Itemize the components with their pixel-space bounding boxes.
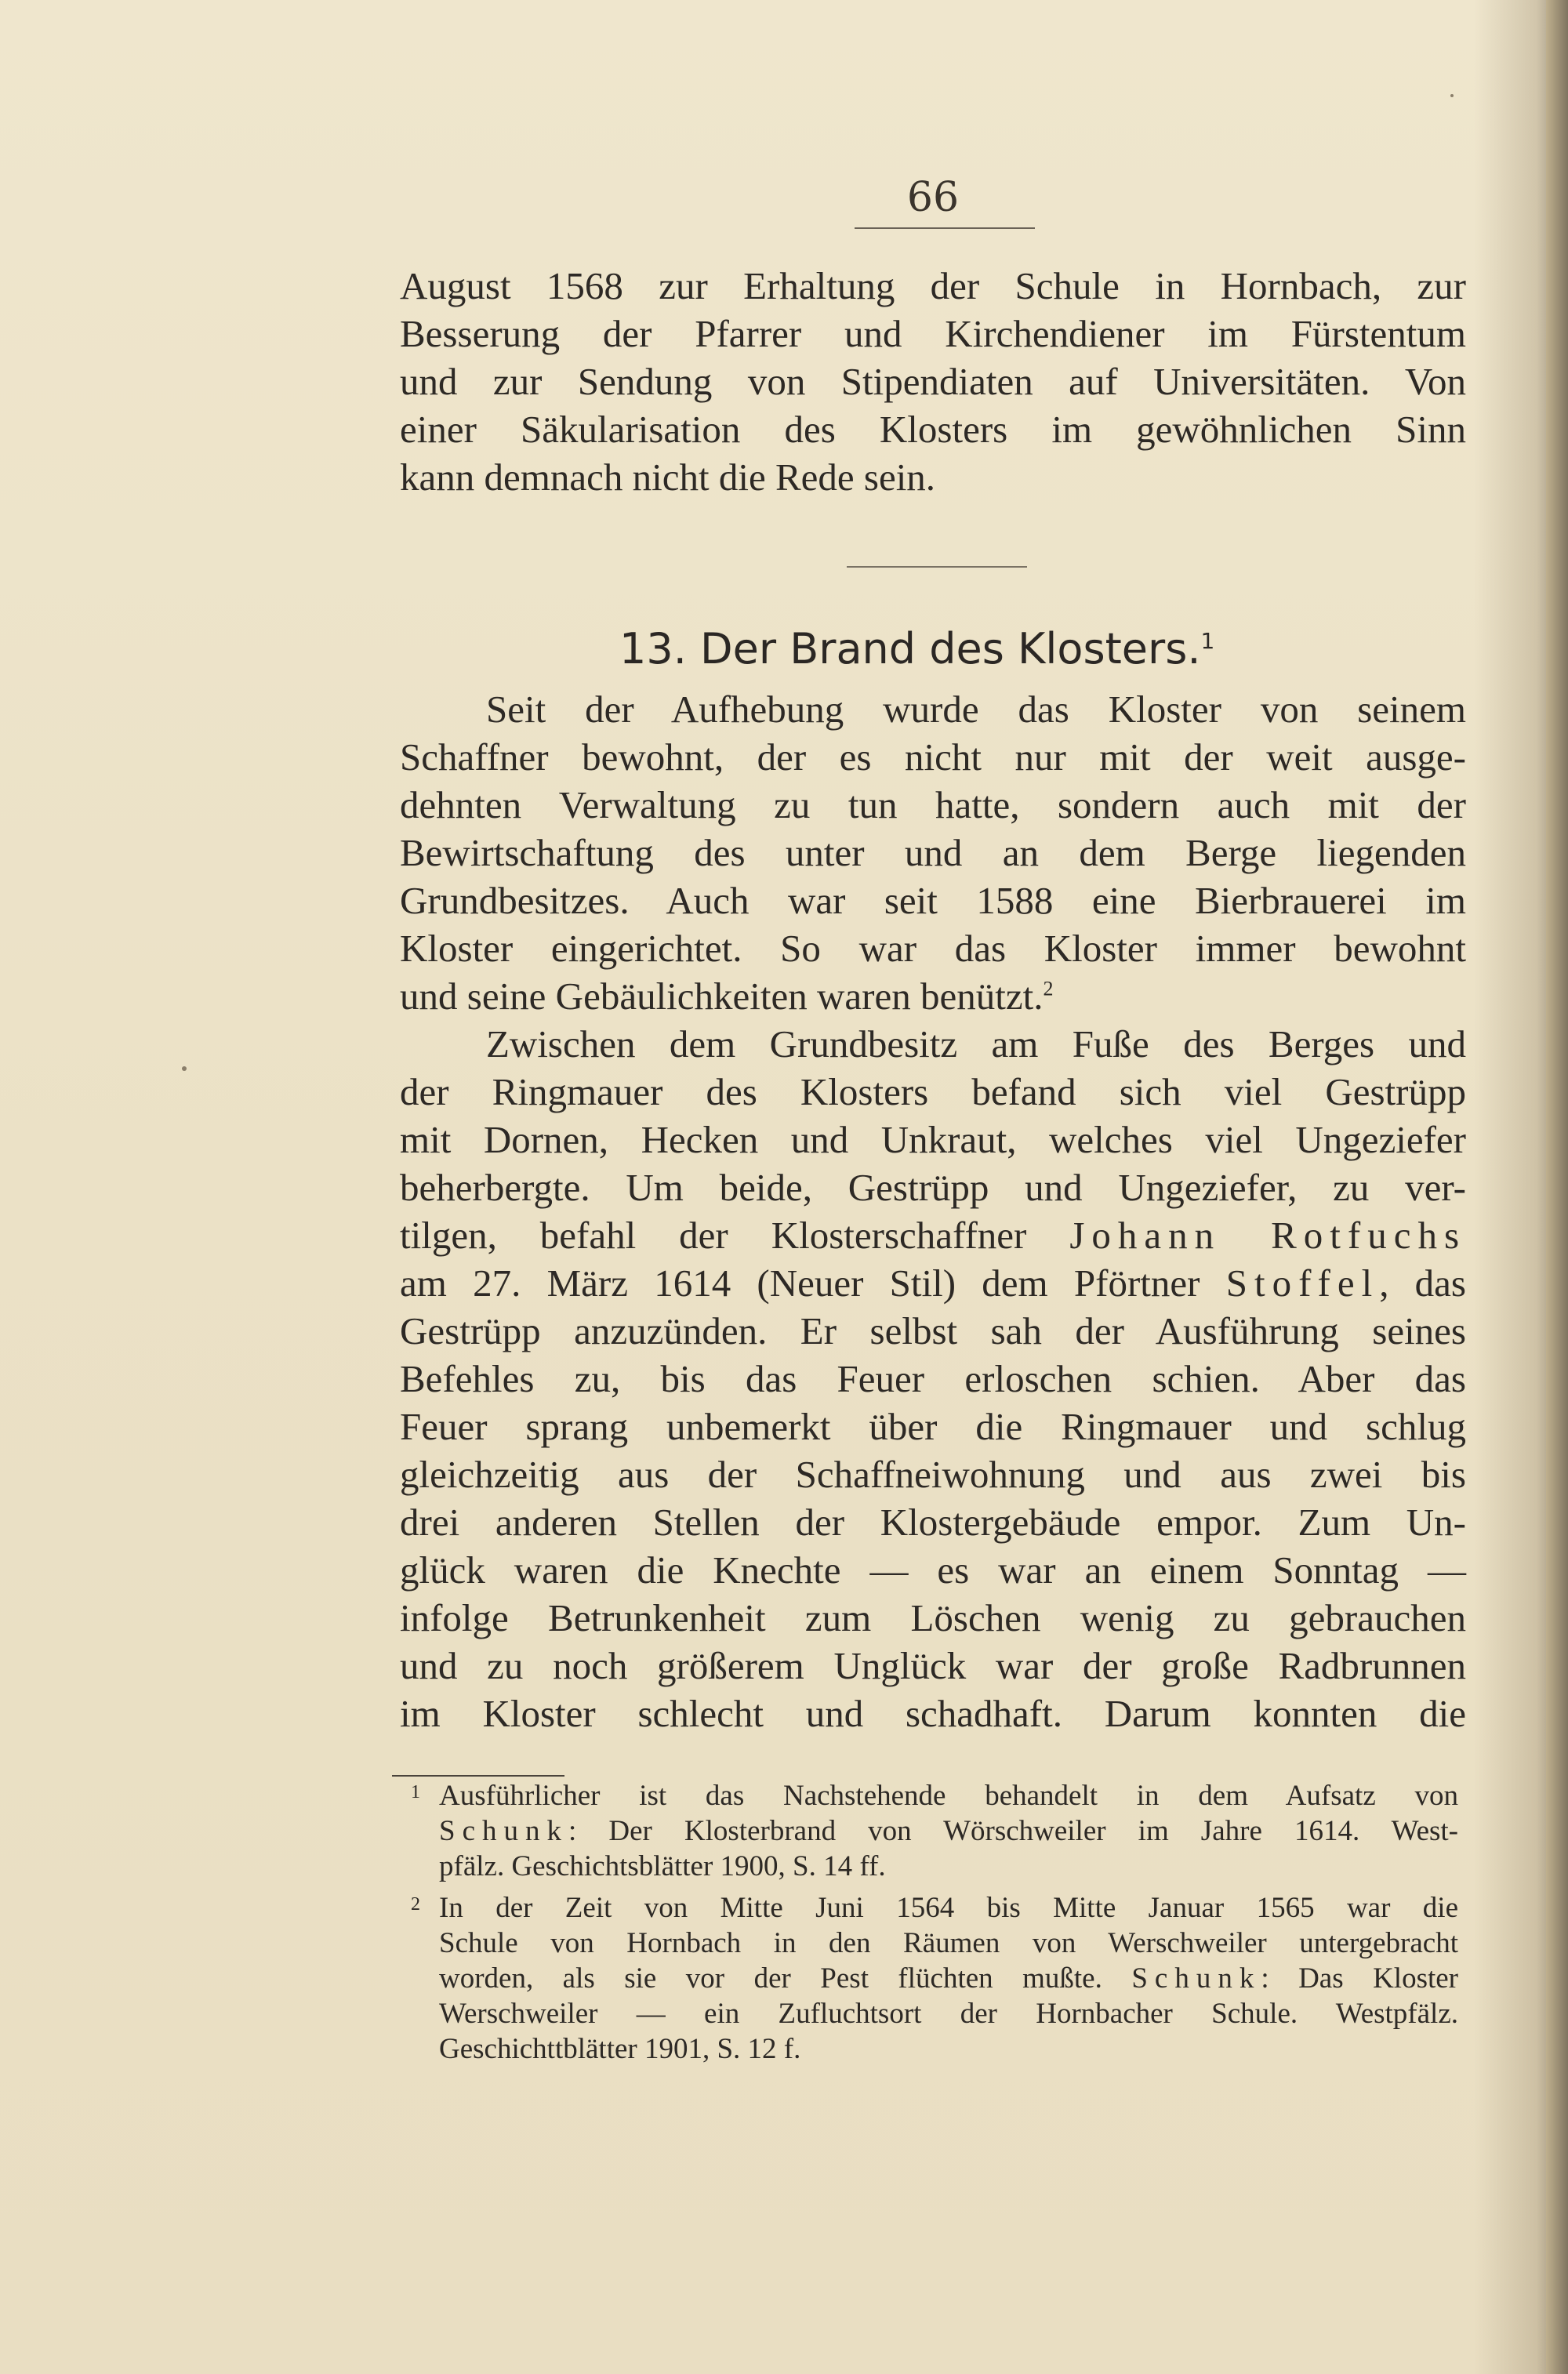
book-spine-shadow [1546,0,1568,2374]
author-name: Schunk [439,1815,568,1847]
text-line: Schaffner bewohnt, der es nicht nur mit der weit ausge- [400,735,1466,779]
footnote-2 [408,1890,1458,2067]
text-line: Grundbesitzes. Auch war seit 1588 eine Bierbrauerei im [400,879,1466,922]
footnotes [408,1778,1458,2073]
text-line: kann demnach nicht die Rede sein. [400,456,936,499]
text-line [400,972,1466,1020]
section-heading [619,624,1325,673]
footnote-ref: 2 [1043,977,1054,1000]
text-line: Gestrüpp anzuzünden. Er selbst sah der Ausführung seines [400,1309,1466,1352]
text-line: Befehles zu, bis das Feuer erloschen schien. Aber das [400,1357,1466,1400]
text-line: Zwischen dem Grundbesitz am Fuße des Berges und [486,1022,1466,1065]
text-line: gleichzeitig aus der Schaffneiwohnung und aus zwei bis [400,1453,1466,1496]
text-line: und zur Sendung von Stipendiaten auf Universitäten. Von [400,360,1466,403]
text-line [400,1259,1466,1307]
text-line: glück waren die Knechte — es war an einem Sonntag — [400,1548,1466,1592]
footnote-line: Ausführlicher ist das Nachstehende behandelt in dem Aufsatz von [439,1780,1458,1812]
text-fragment: am 27. März 1614 (Neuer Stil) dem Pförtner [400,1261,1200,1305]
text-fragment: tilgen, befahl der Klosterschaffner [400,1214,1027,1257]
footnote-line [439,1813,1458,1849]
text-line: Kloster eingerichtet. So war das Kloster immer bewohnt [400,927,1466,970]
text-line: Seit der Aufhebung wurde das Kloster von seinem [486,688,1466,731]
text-line: im Kloster schlecht und schadhaft. Darum konnten die [400,1692,1466,1735]
paper-speck [182,1066,187,1071]
footnote-line: pfälz. Geschichtsblätter 1900, S. 14 ff. [439,1850,886,1882]
person-name: Johann Rotfuchs [1069,1214,1467,1257]
text-fragment: worden, als sie vor der Pest flüchten mußte. [439,1962,1102,1995]
body-text [400,685,1466,1737]
footnote-1 [408,1778,1458,1884]
text-line: einer Säkularisation des Klosters im gewöhnlichen Sinn [400,408,1466,451]
paper-speck [1450,94,1454,97]
footnote-line: Geschichttblätter 1901, S. 12 f. [439,2033,801,2065]
footnote-line [439,1961,1458,1996]
footnote-mark: 1 [411,1782,420,1802]
intro-paragraph [400,262,1466,501]
text-fragment: : Der Klosterbrand von Wörschweiler im Jahre 1614. West- [568,1815,1458,1847]
text-line: August 1568 zur Erhaltung der Schule in Hornbach, zur [400,264,1466,307]
person-name: Stoffel [1225,1261,1380,1305]
text-line: drei anderen Stellen der Klostergebäude empor. Zum Un- [400,1501,1466,1544]
author-name: Schunk [1131,1962,1261,1995]
footnote-line: Schule von Hornbach in den Räumen von Werschweiler untergebracht [439,1927,1458,1959]
text-fragment: , das [1379,1261,1466,1305]
header-rule [855,227,1035,229]
text-line [400,1211,1466,1259]
text-line: und zu noch größerem Unglück war der große Radbrunnen [400,1644,1466,1687]
section-title-text: 13. Der Brand des Klosters. [619,624,1201,673]
text-fragment: und seine Gebäulichkeiten waren benützt. [400,975,1044,1018]
text-fragment: : Das Kloster [1261,1962,1458,1995]
footnote-mark: 2 [411,1894,420,1915]
text-line: dehnten Verwaltung zu tun hatte, sondern auch mit der [400,783,1466,826]
section-divider [847,566,1027,568]
text-line: beherbergte. Um beide, Gestrüpp und Ungeziefer, zu ver- [400,1166,1466,1209]
text-line: mit Dornen, Hecken und Unkraut, welches viel Ungeziefer [400,1118,1466,1161]
footnote-ref: 1 [1200,628,1215,654]
text-line: Feuer sprang unbemerkt über die Ringmauer und schlug [400,1405,1466,1448]
footnote-line: Werschweiler — ein Zufluchtsort der Hornbacher Schule. Westpfälz. [439,1998,1458,2030]
text-line: Bewirtschaftung des unter und an dem Berge liegenden [400,831,1466,874]
text-line: infolge Betrunkenheit zum Löschen wenig zu gebrauchen [400,1596,1466,1639]
footnote-line: In der Zeit von Mitte Juni 1564 bis Mitte Januar 1565 war die [439,1892,1458,1924]
text-line: Besserung der Pfarrer und Kirchendiener im Fürstentum [400,312,1466,355]
page-number: 66 [906,174,960,221]
text-line: der Ringmauer des Klosters befand sich viel Gestrüpp [400,1070,1466,1113]
